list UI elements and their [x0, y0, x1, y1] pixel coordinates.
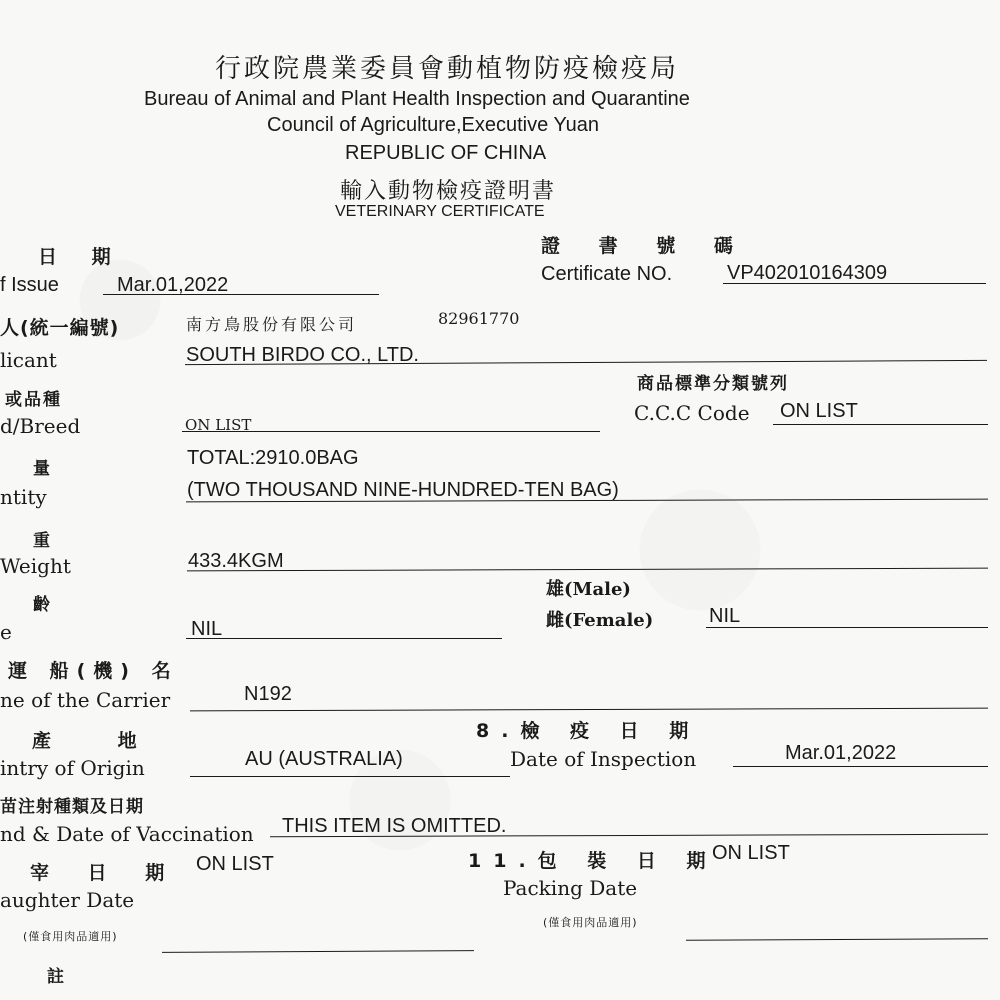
council-name: Council of Agriculture,Executive Yuan [267, 114, 600, 136]
slaughter-date-note: (僅食用肉品適用) [23, 930, 118, 943]
date-of-issue-label: f Issue [0, 274, 59, 296]
weight-label-zh: 重 [33, 531, 56, 551]
ccc-code-value: ON LIST [780, 400, 858, 422]
document-title-zh: 輸入動物檢疫證明書 [340, 179, 557, 204]
breed-label-zh: 或品種 [5, 390, 62, 410]
applicant-label: licant [0, 348, 57, 372]
carrier-underline [190, 708, 988, 712]
packing-date-underline [686, 938, 988, 941]
certificate-no-label-zh: 證 書 號 碼 [541, 235, 749, 257]
slaughter-date-label: aughter Date [0, 888, 135, 912]
quantity-total-value: TOTAL:2910.0BAG [187, 447, 359, 469]
sex-underline [706, 627, 988, 628]
carrier-label: ne of the Carrier [0, 688, 171, 712]
agency-name-en: Bureau of Animal and Plant Health Inspection and Quarantine [144, 88, 690, 110]
ccc-code-label: C.C.C Code [634, 401, 750, 425]
breed-underline [182, 431, 600, 432]
vaccination-label-zh: 苗注射種類及日期 [0, 797, 144, 817]
origin-underline [190, 776, 510, 777]
agency-name-zh: 行政院農業委員會動植物防疫檢疫局 [215, 54, 680, 84]
inspection-date-value: Mar.01,2022 [785, 742, 897, 764]
sex-value: NIL [709, 605, 741, 627]
vaccination-value: THIS ITEM IS OMITTED. [282, 815, 507, 837]
weight-underline [187, 568, 988, 572]
applicant-tax-id: 82961770 [438, 309, 520, 328]
breed-label: d/Breed [0, 414, 81, 438]
certificate-no-label: Certificate NO. [541, 263, 673, 285]
origin-label: intry of Origin [0, 756, 145, 780]
inspection-date-label-zh: 8.檢 疫 日 期 [476, 720, 701, 742]
applicant-name-en: SOUTH BIRDO CO., LTD. [186, 344, 419, 366]
packing-date-label: Packing Date [503, 876, 638, 900]
inspection-date-underline [733, 766, 988, 767]
carrier-value: N192 [244, 683, 292, 705]
carrier-label-zh: 運 船(機) 名 [8, 660, 179, 682]
ccc-code-underline [773, 424, 988, 425]
packing-date-note: (僅食用肉品適用) [543, 916, 638, 929]
date-of-issue-underline [103, 294, 379, 295]
vaccination-label: nd & Date of Vaccination [0, 822, 254, 846]
age-value: NIL [191, 618, 223, 640]
ccc-code-label-zh: 商品標準分類號列 [637, 374, 789, 394]
certificate-no-underline [723, 283, 986, 284]
slaughter-date-underline [162, 950, 474, 953]
slaughter-date-label-zh: 宰 日 期 [30, 862, 181, 884]
origin-value: AU (AUSTRALIA) [245, 748, 403, 770]
date-of-issue-value: Mar.01,2022 [117, 274, 229, 296]
slaughter-date-value: ON LIST [196, 853, 274, 875]
origin-label-zh: 產 地 [32, 730, 167, 752]
certificate-no-value: VP402010164309 [727, 262, 888, 284]
remarks-label-zh: 註 [47, 967, 70, 987]
country-name: REPUBLIC OF CHINA [345, 142, 547, 164]
quantity-label-zh: 量 [33, 459, 56, 479]
applicant-label-zh: 人(統一編號) [0, 317, 120, 339]
applicant-name-zh: 南方鳥股份有限公司 [186, 315, 358, 334]
sex-female-label: 雌(Female) [546, 610, 654, 631]
sex-male-label: 雄(Male) [546, 579, 631, 600]
breed-value: ON LIST [185, 416, 252, 434]
date-of-issue-label-zh: 日 期 [38, 246, 125, 268]
packing-date-value: ON LIST [712, 842, 790, 864]
inspection-date-label: Date of Inspection [510, 747, 697, 771]
age-underline [186, 638, 502, 639]
quantity-label: ntity [0, 485, 47, 509]
quantity-words-value: (TWO THOUSAND NINE-HUNDRED-TEN BAG) [187, 479, 619, 501]
age-label: e [0, 620, 12, 644]
document-title-en: VETERINARY CERTIFICATE [335, 203, 545, 220]
packing-date-label-zh: 11.包 裝 日 期 [468, 850, 718, 872]
weight-value: 433.4KGM [188, 550, 284, 572]
weight-label: Weight [0, 554, 71, 578]
age-label-zh: 齡 [33, 595, 56, 615]
